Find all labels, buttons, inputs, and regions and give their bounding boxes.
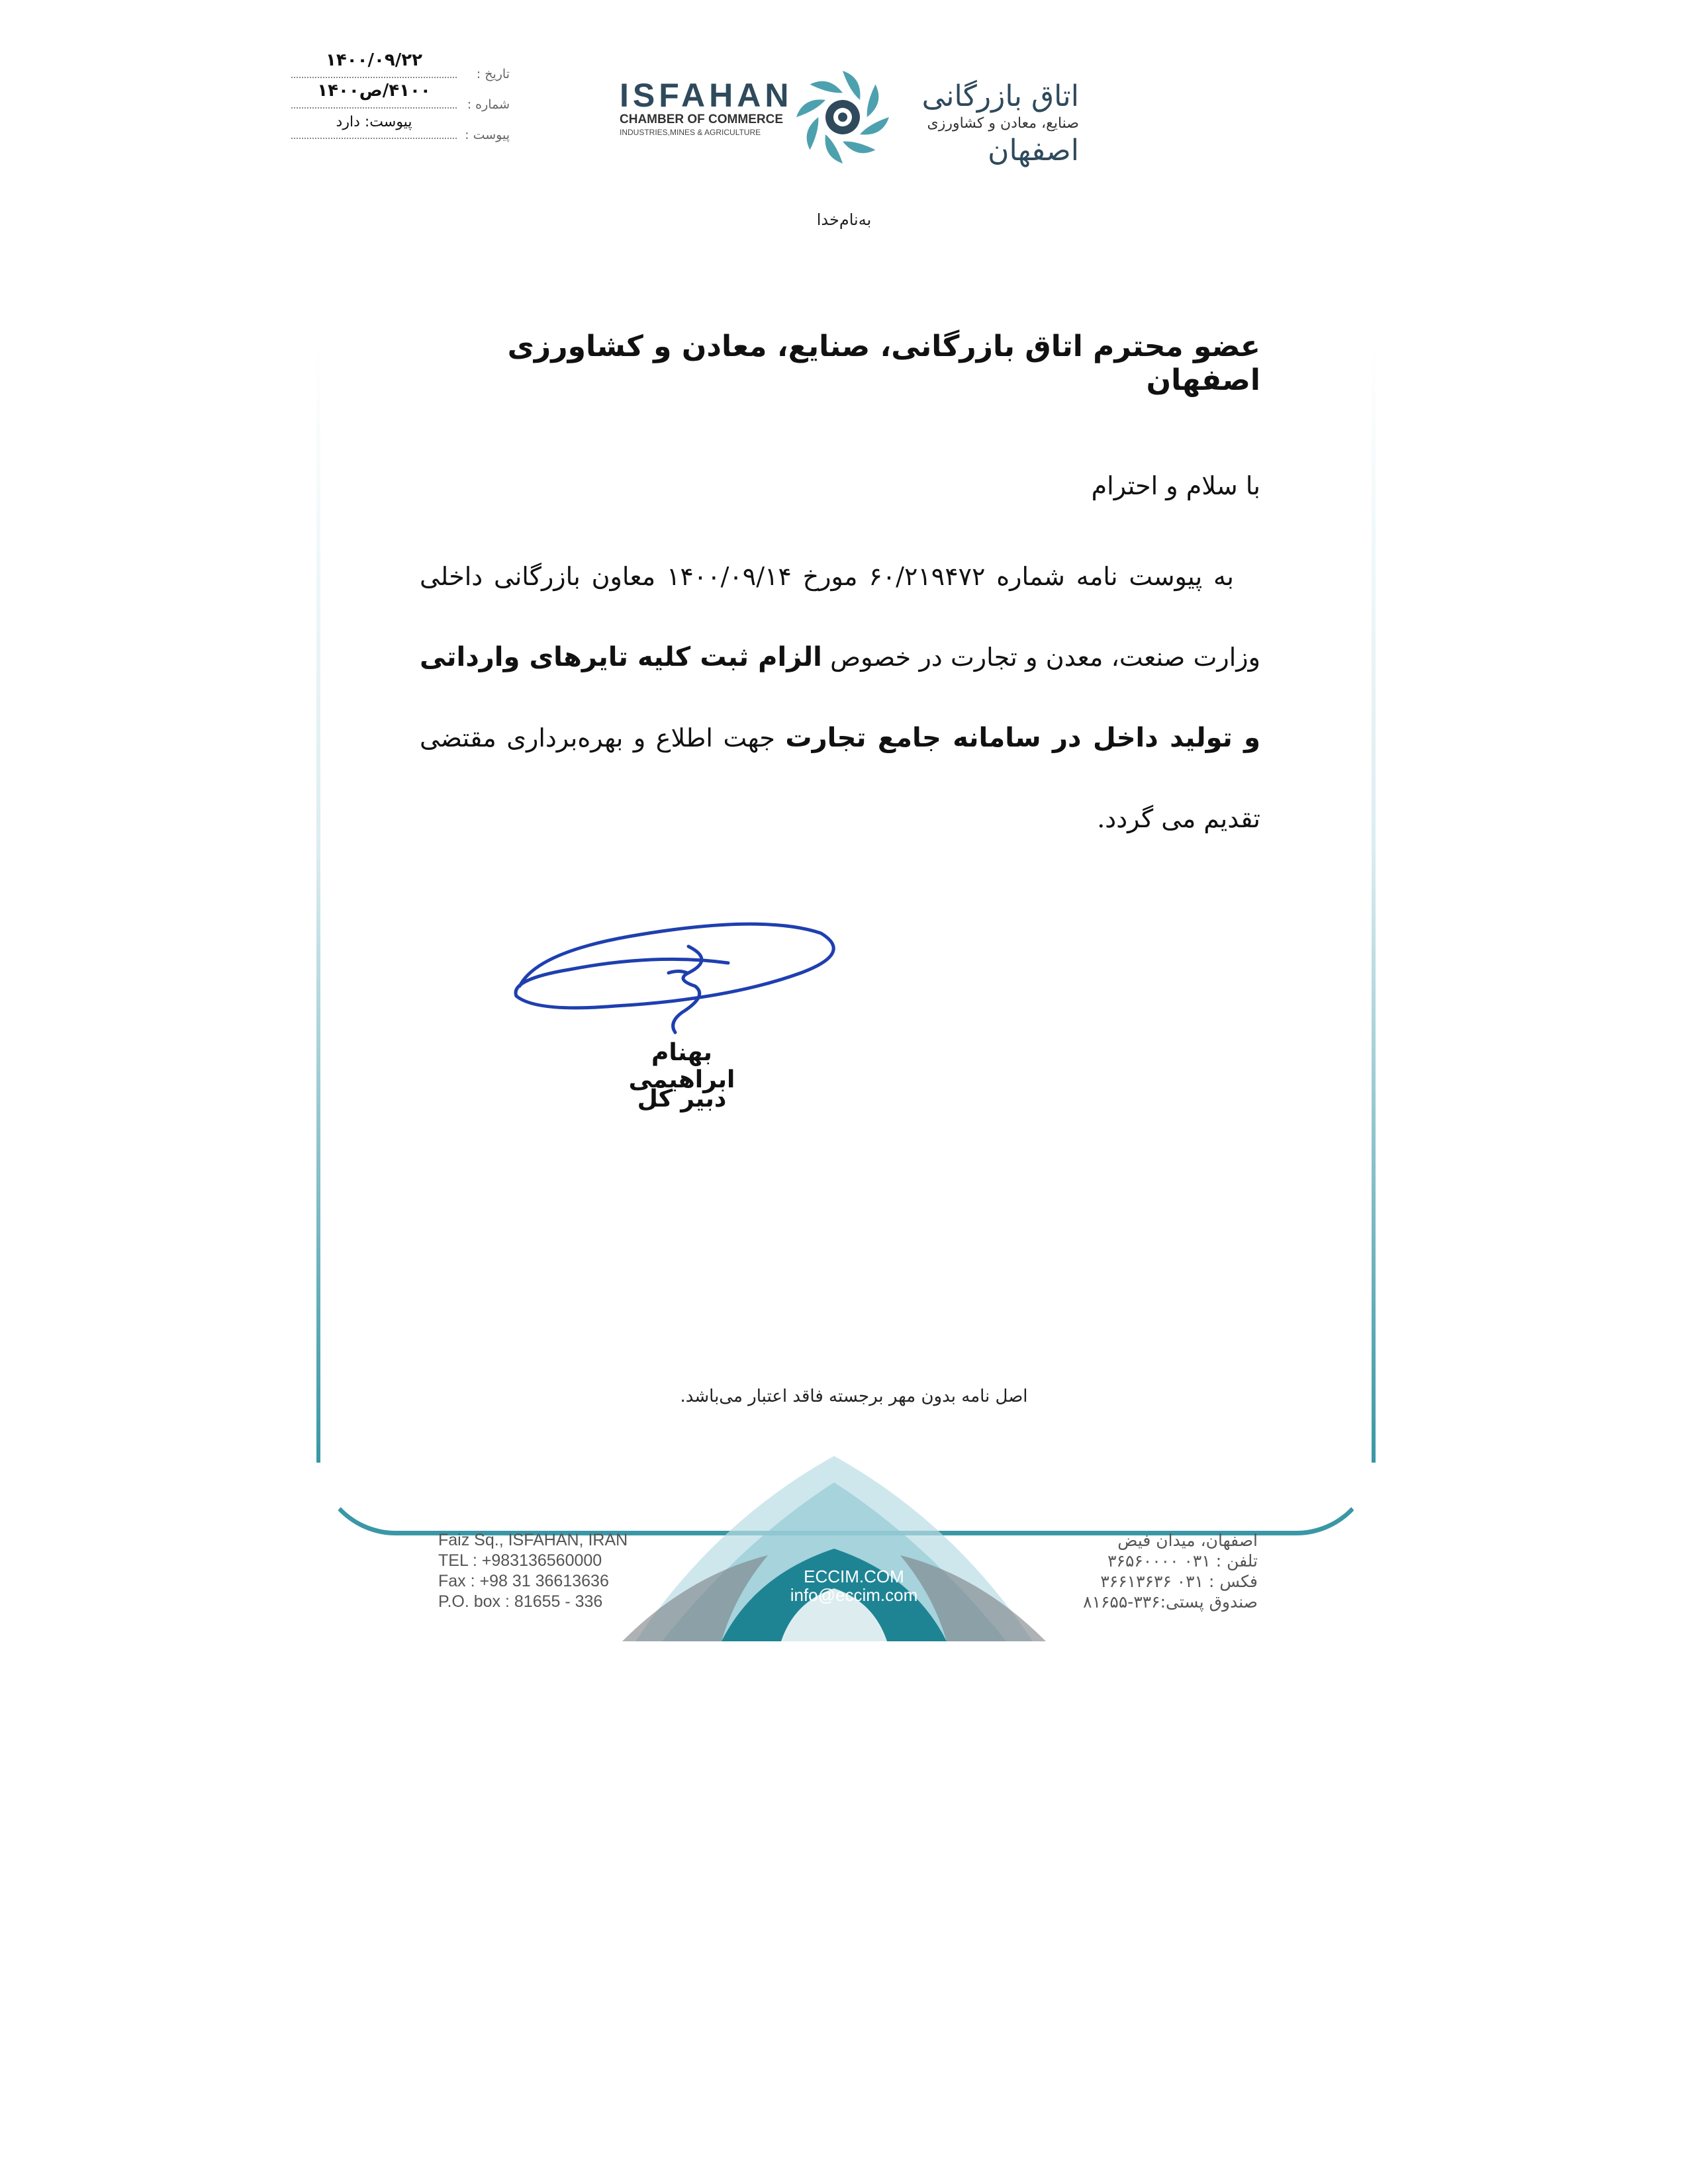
letter-meta xyxy=(291,50,510,152)
greeting: با سلام و احترام xyxy=(1091,471,1260,500)
footer-emblem-graphic xyxy=(622,1443,1046,1641)
logo-fa-line1: اتاق بازرگانی xyxy=(921,79,1079,113)
logo-fa-line3: اصفهان xyxy=(988,134,1079,167)
logo-persian xyxy=(894,79,1079,168)
number-value: ۴۱۰۰/ص۱۴۰۰ xyxy=(317,81,431,101)
attachment-row xyxy=(291,114,510,152)
recipient-heading: عضو محترم اتاق بازرگانی، صنایع، معادن و کشاورزی اصفهان xyxy=(507,330,1260,397)
letter-body xyxy=(420,536,1260,859)
chamber-emblem-icon xyxy=(793,61,892,173)
footer-en-pobox: P.O. box : 81655 - 336 xyxy=(438,1592,603,1611)
footer-fa-pobox: صندوق پستی:۳۳۶-۸۱۶۵۵ xyxy=(1083,1592,1258,1612)
logo-english xyxy=(620,78,798,138)
logo-fa-line2: صنایع، معادن و کشاورزی xyxy=(927,115,1079,132)
signatory-title: دبیر کل xyxy=(637,1085,727,1113)
date-label: تاریخ : xyxy=(476,67,510,81)
validity-note: اصل نامه بدون مهر برجسته فاقد اعتبار می‌باشد. xyxy=(680,1387,1028,1406)
footer-email[interactable]: info@eccim.com xyxy=(790,1585,918,1605)
logo-en-line1: CHAMBER OF COMMERCE xyxy=(620,113,783,126)
bismillah: به‌نام‌خدا xyxy=(816,210,872,229)
attachment-label: پیوست : xyxy=(465,128,510,142)
footer-en-fax: Fax : +98 31 36613636 xyxy=(438,1572,609,1590)
body-part-1: به پیوست نامه شماره ۶۰/۲۱۹۴۷۲ مورخ ۱۴۰۰/۰۹/۱۴ معاون بازرگانی داخلی وزارت صنعت، معدن و تجارت در خصوص xyxy=(420,562,1260,672)
attachment-value: پیوست: دارد xyxy=(336,114,412,130)
logo-en-title: ISFAHAN xyxy=(620,77,793,114)
footer-contact-fa xyxy=(1053,1530,1258,1612)
footer-fa-address: اصفهان، میدان فیض xyxy=(1117,1531,1258,1550)
signatory-name: بهنام ابراهیمی xyxy=(628,1039,735,1093)
footer-web xyxy=(761,1567,947,1604)
number-label: شماره : xyxy=(467,97,510,112)
logo-en-line2: INDUSTRIES,MINES & AGRICULTURE xyxy=(620,128,761,137)
body-bold-subject: الزام ثبت کلیه تایرهای وارداتی و تولید داخل در سامانه جامع تجارت xyxy=(420,642,1260,753)
footer-en-address: Faiz Sq., ISFAHAN, IRAN xyxy=(438,1531,628,1549)
handwritten-signature xyxy=(510,907,854,1052)
footer-fa-tel: تلفن : ۰۳۱ ۳۶۵۶۰۰۰۰ xyxy=(1107,1551,1258,1570)
footer-fa-fax: فکس : ۰۳۱ ۳۶۶۱۳۶۳۶ xyxy=(1100,1572,1258,1591)
body-part-2: جهت اطلاع و بهره‌برداری مقتضی تقدیم می گردد. xyxy=(420,723,1260,833)
date-value: ۱۴۰۰/۰۹/۲۲ xyxy=(326,50,422,70)
footer-en-tel: TEL : +983136560000 xyxy=(438,1551,602,1570)
footer-website[interactable]: ECCIM.COM xyxy=(804,1567,904,1586)
footer-contact-en xyxy=(438,1530,663,1612)
